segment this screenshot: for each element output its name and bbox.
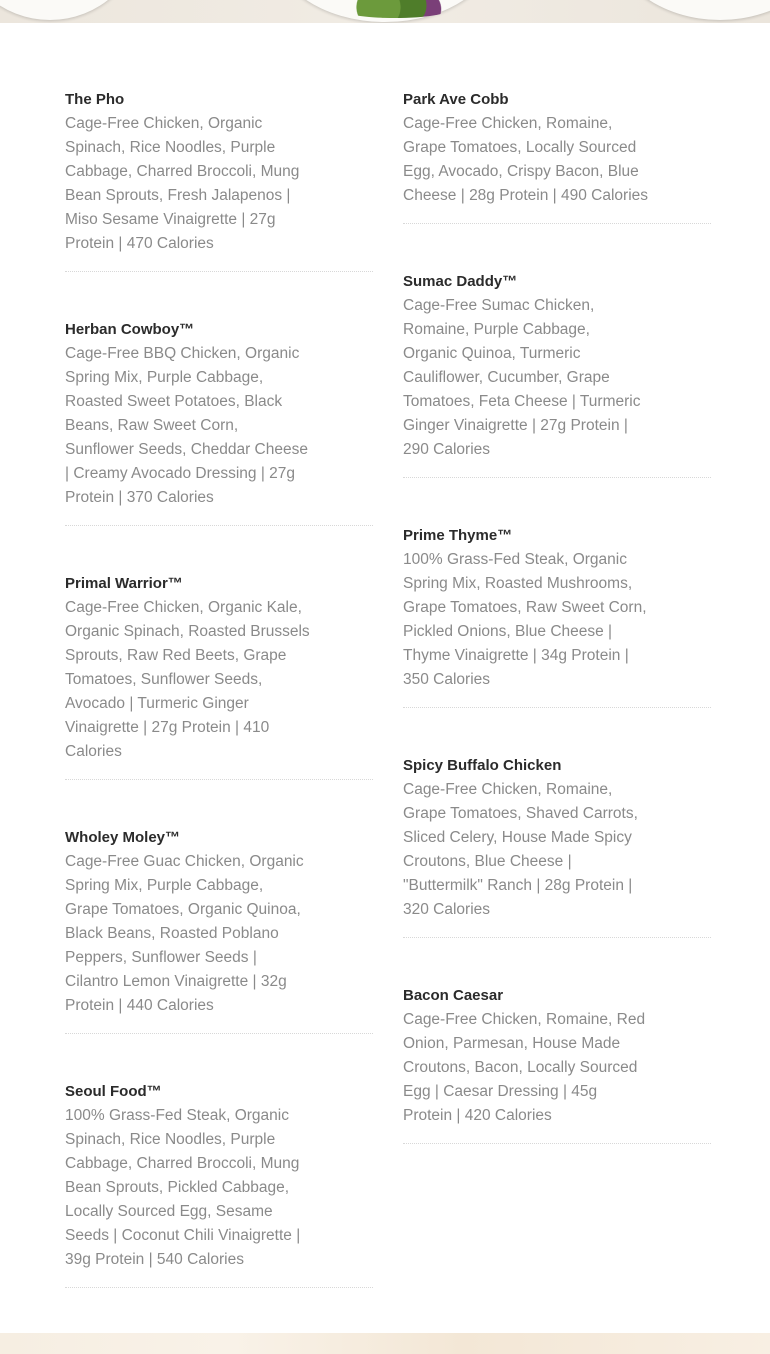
menu-item-description: Cage-Free Chicken, Romaine, Grape Tomatoes, Shaved Carrots, Sliced Celery, House Made Spicy Croutons, Blue Cheese | "Buttermilk" Ranch | 28g Protein | 320 Calories [403,781,638,918]
plate-image [610,0,770,20]
menu-item-description: Cage-Free Chicken, Romaine, Grape Tomatoes, Locally Sourced Egg, Avocado, Crispy Bacon, Blue Cheese | 28g Protein | 490 Calories [403,115,649,204]
footer-image [0,1333,770,1354]
menu-item [65,572,373,780]
menu-item-description: Cage-Free BBQ Chicken, Organic Spring Mix, Purple Cabbage, Roasted Sweet Potatoes, Black Beans, Raw Sweet Corn, Sunflower Seeds, Cheddar Cheese | Creamy Avocado Dressing | 27g Protein | 370 Calories [65,345,308,506]
menu-item-name: Spicy Buffalo Chicken [403,757,562,774]
menu-item-description: Cage-Free Guac Chicken, Organic Spring Mix, Purple Cabbage, Grape Tomatoes, Organic Quinoa, Black Beans, Roasted Poblano Peppers, Sunflower Seeds | Cilantro Lemon Vinaigrette | 32g Protein | 440 Calories [65,853,304,1014]
menu-item-description: 100% Grass-Fed Steak, Organic Spinach, Rice Noodles, Purple Cabbage, Charred Broccoli, Mung Bean Sprouts, Pickled Cabbage, Locally Sourced Egg, Sesame Seeds | Coconut Chili Vinaigrette | 39g Protein | 540 Calories [65,1107,301,1268]
menu-item [403,270,711,478]
menu-item [403,88,711,224]
menu-item-name: The Pho [65,91,125,108]
menu-item-name: Park Ave Cobb [403,91,509,108]
menu-item-name: Bacon Caesar [403,987,504,1004]
menu-item-name: Prime Thyme™ [403,527,513,544]
menu-item [403,524,711,708]
salad-greens-image [340,0,450,18]
menu-item-description: Cage-Free Chicken, Organic Spinach, Rice Noodles, Purple Cabbage, Charred Broccoli, Mung Bean Sprouts, Fresh Jalapenos | Miso Sesame Vinaigrette | 27g Protein | 470 Calories [65,115,300,252]
menu-column-left [65,88,373,1334]
hero-image [0,0,770,23]
menu-item [65,88,373,272]
menu-column-right [403,88,711,1190]
menu-item-description: 100% Grass-Fed Steak, Organic Spring Mix, Roasted Mushrooms, Grape Tomatoes, Raw Sweet Corn, Pickled Onions, Blue Cheese | Thyme Vinaigrette | 34g Protein | 350 Calories [403,551,647,688]
menu-item-description: Cage-Free Sumac Chicken, Romaine, Purple Cabbage, Organic Quinoa, Turmeric Cauliflower, Cucumber, Grape Tomatoes, Feta Cheese | Turmeric Ginger Vinaigrette | 27g Protein | 290 Calories [403,297,641,458]
menu-item-name: Herban Cowboy™ [65,321,195,338]
menu-item [65,318,373,526]
menu-item-name: Wholey Moley™ [65,829,181,846]
menu-item [65,826,373,1034]
menu-item-description: Cage-Free Chicken, Organic Kale, Organic Spinach, Roasted Brussels Sprouts, Raw Red Beets, Grape Tomatoes, Sunflower Seeds, Avocado | Turmeric Ginger Vinaigrette | 27g Protein | 410 Calories [65,599,310,760]
plate-image [0,0,140,20]
menu-item-name: Primal Warrior™ [65,575,183,592]
menu-item-description: Cage-Free Chicken, Romaine, Red Onion, Parmesan, House Made Croutons, Bacon, Locally Sourced Egg | Caesar Dressing | 45g Protein | 420 Calories [403,1011,646,1124]
menu-item [403,984,711,1144]
menu-item [65,1080,373,1288]
menu-item-name: Seoul Food™ [65,1083,162,1100]
menu-item-name: Sumac Daddy™ [403,273,518,290]
menu-item [403,754,711,938]
